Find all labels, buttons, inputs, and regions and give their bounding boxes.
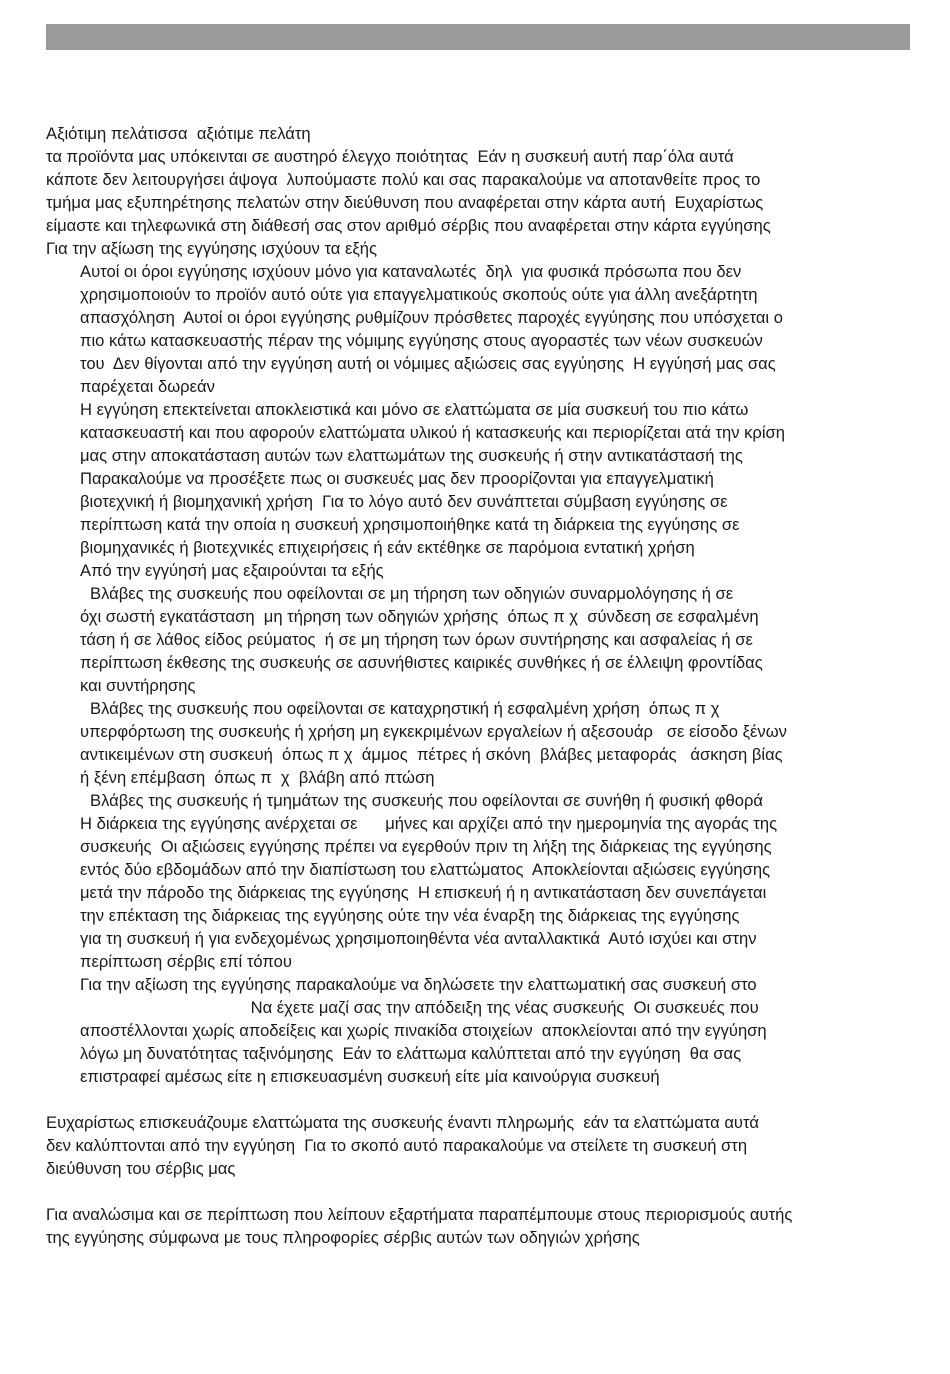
repair-paragraph: [46, 1111, 916, 1180]
conditions-heading: Για την αξίωση της εγγύησης ισχύουν τα εξής: [46, 239, 378, 258]
warranty-document: [46, 122, 916, 1249]
condition-line: περίπτωση σέρβις επί τόπου: [80, 952, 292, 971]
condition-line: Παρακαλούμε να προσέξετε πως οι συσκευές μας δεν προορίζονται για επαγγελματική: [80, 469, 714, 488]
condition-line: του Δεν θίγονται από την εγγύηση αυτή οι νόμιμες αξιώσεις σας εγγύησης Η εγγύησή μας σας: [80, 354, 776, 373]
intro-paragraph: [46, 122, 916, 260]
condition-line: μας στην αποκατάσταση αυτών των ελαττωμάτων της συσκευής ή στην αντικατάστασή της: [80, 446, 743, 465]
condition-line: περίπτωση έκθεσης της συσκευής σε ασυνήθιστες καιρικές συνθήκες ή σε έλλειψη φροντίδας: [80, 653, 763, 672]
text-line: της εγγύησης σύμφωνα με τους πληροφορίες σέρβις αυτών των οδηγιών χρήσης: [46, 1228, 640, 1247]
condition-line: Βλάβες της συσκευής που οφείλονται σε μη τήρηση των οδηγιών συναρμολόγησης ή σε: [90, 584, 734, 603]
condition-line: Αυτοί οι όροι εγγύησης ισχύουν μόνο για καταναλωτές δηλ για φυσικά πρόσωπα που δεν: [80, 262, 742, 281]
text-line: τμήμα μας εξυπηρέτησης πελατών στην διεύθυνση που αναφέρεται στην κάρτα αυτή Ευχαρίστως: [46, 193, 764, 212]
text-line: κάποτε δεν λειτουργήσει άψογα λυπούμαστε πολύ και σας παρακαλούμε να αποτανθείτε προς το: [46, 170, 761, 189]
text-line: είμαστε και τηλεφωνικά στη διάθεσή σας στον αριθμό σέρβις που αναφέρεται στην κάρτα εγγύησης: [46, 216, 771, 235]
text-line: Ευχαρίστως επισκευάζουμε ελαττώματα της συσκευής έναντι πληρωμής εάν τα ελαττώματα αυτά: [46, 1113, 759, 1132]
condition-line: Να έχετε μαζί σας την απόδειξη της νέας συσκευής Οι συσκευές που: [80, 998, 759, 1017]
condition-line: για τη συσκευή ή για ενδεχομένως χρησιμοποιηθέντα νέα ανταλλακτικά Αυτό ισχύει και στην: [80, 929, 757, 948]
condition-line: Η εγγύηση επεκτείνεται αποκλειστικά και μόνο σε ελαττώματα σε μία συσκευή του πιο κάτω: [80, 400, 749, 419]
text-line: δεν καλύπτονται από την εγγύηση Για το σκοπό αυτό παρακαλούμε να στείλετε τη συσκευή στη: [46, 1136, 748, 1155]
condition-line: αντικειμένων στη συσκευή όπως π χ άμμος πέτρες ή σκόνη βλάβες μεταφοράς άσκηση βίας: [80, 745, 783, 764]
condition-line: βιοτεχνική ή βιομηχανική χρήση Για το λόγο αυτό δεν συνάπτεται σύμβαση εγγύησης σε: [80, 492, 728, 511]
condition-line: μετά την πάροδο της διάρκειας της εγγύησης Η επισκευή ή η αντικατάσταση δεν συνεπάγεται: [80, 883, 767, 902]
condition-line: Βλάβες της συσκευής ή τμημάτων της συσκευής που οφείλονται σε συνήθη ή φυσική φθορά: [90, 791, 764, 810]
condition-line: βιομηχανικές ή βιοτεχνικές επιχειρήσεις ή εάν εκτέθηκε σε παρόμοια εντατική χρήση: [80, 538, 695, 557]
condition-line: απασχόληση Αυτοί οι όροι εγγύησης ρυθμίζουν πρόσθετες παροχές εγγύησης που υπόσχεται ο: [80, 308, 783, 327]
text-line: διεύθυνση του σέρβις μας: [46, 1159, 236, 1178]
condition-line: αποστέλλονται χωρίς αποδείξεις και χωρίς πινακίδα στοιχείων αποκλείονται από την εγγύηση: [80, 1021, 767, 1040]
warranty-conditions: [46, 260, 916, 1088]
header-bar: [46, 24, 910, 50]
condition-line: χρησιμοποιούν το προϊόν αυτό ούτε για επαγγελματικούς σκοπούς ούτε για άλλη ανεξάρτητη: [80, 285, 758, 304]
condition-line: Από την εγγύησή μας εξαιρούνται τα εξής: [80, 561, 384, 580]
condition-line: Η διάρκεια της εγγύησης ανέρχεται σε μήνες και αρχίζει από την ημερομηνία της αγοράς της: [80, 814, 778, 833]
condition-line: τάση ή σε λάθος είδος ρεύματος ή σε μη τήρηση των όρων συντήρησης και ασφαλείας ή σε: [80, 630, 753, 649]
condition-line: κατασκευαστή και που αφορούν ελαττώματα υλικού ή κατασκευής και περιορίζεται ατά την κρίση: [80, 423, 786, 442]
condition-line: Βλάβες της συσκευής που οφείλονται σε καταχρηστική ή εσφαλμένη χρήση όπως π χ: [90, 699, 720, 718]
condition-line: Για την αξίωση της εγγύησης παρακαλούμε να δηλώσετε την ελαττωματική σας συσκευή στο: [80, 975, 757, 994]
consumables-paragraph: [46, 1203, 916, 1249]
condition-line: ή ξένη επέμβαση όπως π χ βλάβη από πτώση: [80, 768, 435, 787]
condition-line: εντός δύο εβδομάδων από την διαπίστωση του ελαττώματος Αποκλείονται αξιώσεις εγγύησης: [80, 860, 771, 879]
condition-line: συσκευής Οι αξιώσεις εγγύησης πρέπει να εγερθούν πριν τη λήξη της διάρκειας της εγγύησης: [80, 837, 772, 856]
condition-line: επιστραφεί αμέσως είτε η επισκευασμένη συσκευή είτε μία καινούργια συσκευή: [80, 1067, 660, 1086]
condition-line: λόγω μη δυνατότητας ταξινόμησης Εάν το ελάττωμα καλύπτεται από την εγγύηση θα σας: [80, 1044, 742, 1063]
condition-line: όχι σωστή εγκατάσταση μη τήρηση των οδηγιών χρήσης όπως π χ σύνδεση σε εσφαλμένη: [80, 607, 759, 626]
condition-line: περίπτωση κατά την οποία η συσκευή χρησιμοποιήθηκε κατά τη διάρκεια της εγγύησης σε: [80, 515, 740, 534]
condition-line: και συντήρησης: [80, 676, 196, 695]
text-line: τα προϊόντα μας υπόκεινται σε αυστηρό έλεγχο ποιότητας Εάν η συσκευή αυτή παρ΄όλα αυτά: [46, 147, 734, 166]
text-line: Για αναλώσιμα και σε περίπτωση που λείπουν εξαρτήματα παραπέμπουμε στους περιορισμούς αυτής: [46, 1205, 793, 1224]
greeting-line: Αξιότιμη πελάτισσα αξιότιμε πελάτη: [46, 124, 311, 143]
condition-line: παρέχεται δωρεάν: [80, 377, 215, 396]
condition-line: υπερφόρτωση της συσκευής ή χρήση μη εγκεκριμένων εργαλείων ή αξεσουάρ σε είσοδο ξένων: [80, 722, 787, 741]
condition-line: πιο κάτω κατασκευαστής πέραν της νόμιμης εγγύησης στους αγοραστές των νέων συσκευών: [80, 331, 763, 350]
condition-line: την επέκταση της διάρκειας της εγγύησης ούτε την νέα έναρξη της διάρκειας της εγγύησης: [80, 906, 740, 925]
